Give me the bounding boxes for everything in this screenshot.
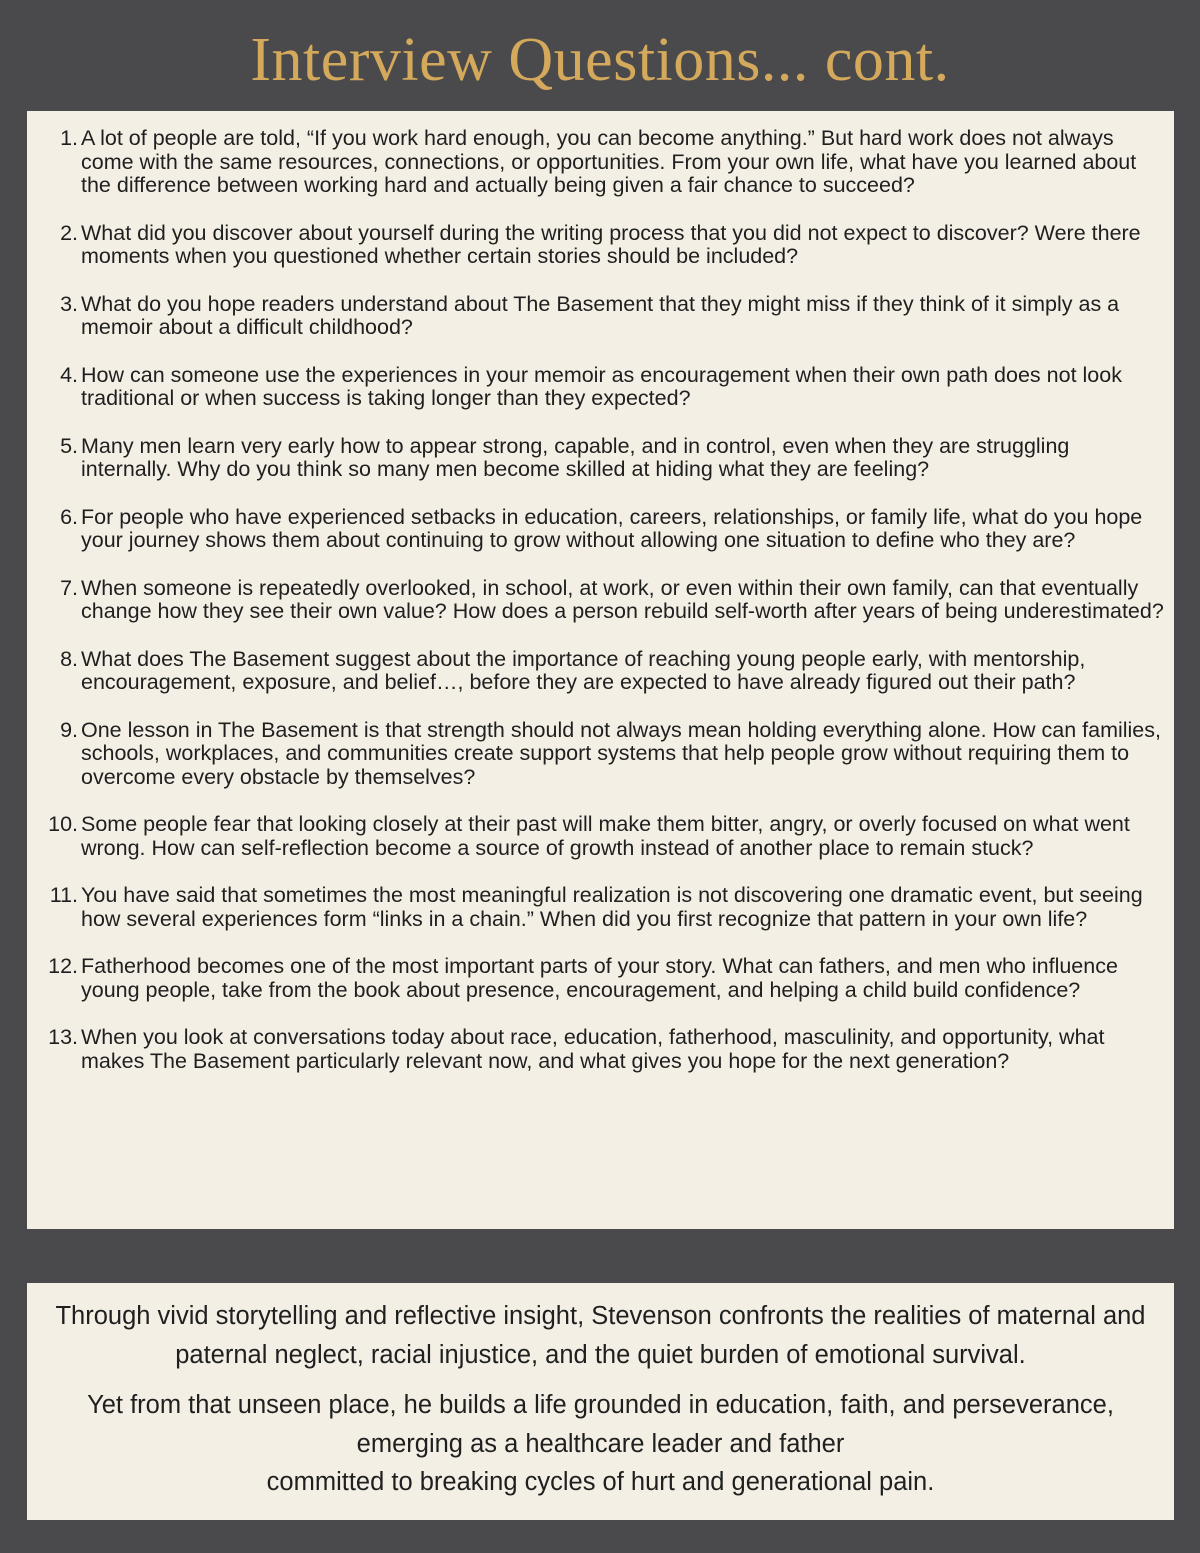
question-item — [27, 364, 1174, 411]
question-text: When someone is repeatedly overlooked, in school, at work, or even within their own family, can that eventually change how they see their own value? How does a person rebuild self-worth after years of being underestimated? — [81, 575, 1164, 623]
question-number: 6. — [60, 504, 78, 529]
question-item — [27, 719, 1174, 790]
question-number: 10. — [48, 812, 78, 836]
question-item — [27, 222, 1174, 269]
question-number: 7. — [60, 575, 78, 600]
question-number: 9. — [60, 717, 78, 742]
question-text: What does The Basement suggest about the importance of reaching young people early, with mentorship, encouragement, exposure, and belief…, before they are expected to have already figured out their path? — [81, 646, 1086, 694]
question-item — [27, 435, 1174, 482]
summary-paragraph-1: Through vivid storytelling and reflective insight, Stevenson confronts the realities of maternal and paternal neglect, racial injustice, and the quiet burden of emotional survival. — [55, 1302, 1146, 1369]
question-number: 12. — [48, 954, 78, 978]
question-text: When you look at conversations today about race, education, fatherhood, masculinity, and opportunity, what makes The Basement particularly relevant now, and what gives you hope for the next generation? — [81, 1025, 1105, 1073]
question-item — [27, 813, 1174, 860]
summary-line: emerging as a healthcare leader and father — [356, 1429, 845, 1458]
questions-list — [27, 111, 1174, 1073]
question-text: You have said that sometimes the most meaningful realization is not discovering one dramatic event, but seeing how several experiences form “links in a chain.” When did you first recognize that pattern in your own life? — [81, 883, 1143, 931]
question-number: 8. — [60, 646, 78, 671]
question-number: 11. — [49, 883, 78, 907]
question-number: 5. — [60, 433, 78, 458]
questions-panel — [27, 111, 1174, 1229]
summary-line: Yet from that unseen place, he builds a life grounded in education, faith, and perseverance, — [87, 1391, 1114, 1419]
question-item — [27, 293, 1174, 340]
question-text: One lesson in The Basement is that strength should not always mean holding everything alone. How can families, schools, workplaces, and communities create support systems that help people grow without requiring them to overcome every obstacle by themselves? — [81, 717, 1161, 789]
page-title: Interview Questions... cont. — [250, 26, 950, 94]
question-text: How can someone use the experiences in your memoir as encouragement when their own path does not look traditional or when success is taking longer than they expected? — [81, 362, 1122, 410]
question-number: 1. — [60, 126, 78, 150]
question-text: A lot of people are told, “If you work hard enough, you can become anything.” But hard work does not always come with the same resources, connections, or opportunities. From your own life, what have you learned about the difference between working hard and actually being given a fair chance to succeed? — [81, 126, 1137, 197]
question-number: 3. — [60, 291, 78, 316]
question-item — [27, 506, 1174, 553]
question-item — [27, 648, 1174, 695]
question-text: Many men learn very early how to appear strong, capable, and in control, even when they are struggling internally. Why do you think so many men become skilled at hiding what they are feeling? — [81, 433, 1070, 481]
summary-line: committed to breaking cycles of hurt and generational pain. — [266, 1468, 935, 1496]
question-item — [27, 955, 1174, 1002]
question-item — [27, 577, 1174, 624]
question-text: Fatherhood becomes one of the most important parts of your story. What can fathers, and men who influence young people, take from the book about presence, encouragement, and helping a child build confidence? — [81, 954, 1118, 1002]
question-text: Some people fear that looking closely at their past will make them bitter, angry, or overly focused on what went wrong. How can self-reflection become a source of growth instead of another place to remain stuck? — [81, 812, 1130, 860]
question-item — [27, 1026, 1174, 1073]
question-text: What did you discover about yourself during the writing process that you did not expect to discover? Were there moments when you questioned whether certain stories should be included? — [81, 220, 1141, 268]
summary-panel — [27, 1283, 1174, 1520]
question-text: What do you hope readers understand about The Basement that they might miss if they think of it simply as a memoir about a difficult childhood? — [81, 291, 1120, 339]
summary-paragraph-2 — [27, 1386, 1174, 1502]
question-item — [27, 884, 1174, 931]
question-item — [27, 127, 1174, 198]
question-number: 2. — [60, 220, 78, 245]
question-text: For people who have experienced setbacks in education, careers, relationships, or family life, what do you hope your journey shows them about continuing to grow without allowing one situation to define who they are? — [81, 504, 1143, 552]
question-number: 4. — [60, 362, 78, 387]
question-number: 13. — [48, 1025, 78, 1049]
